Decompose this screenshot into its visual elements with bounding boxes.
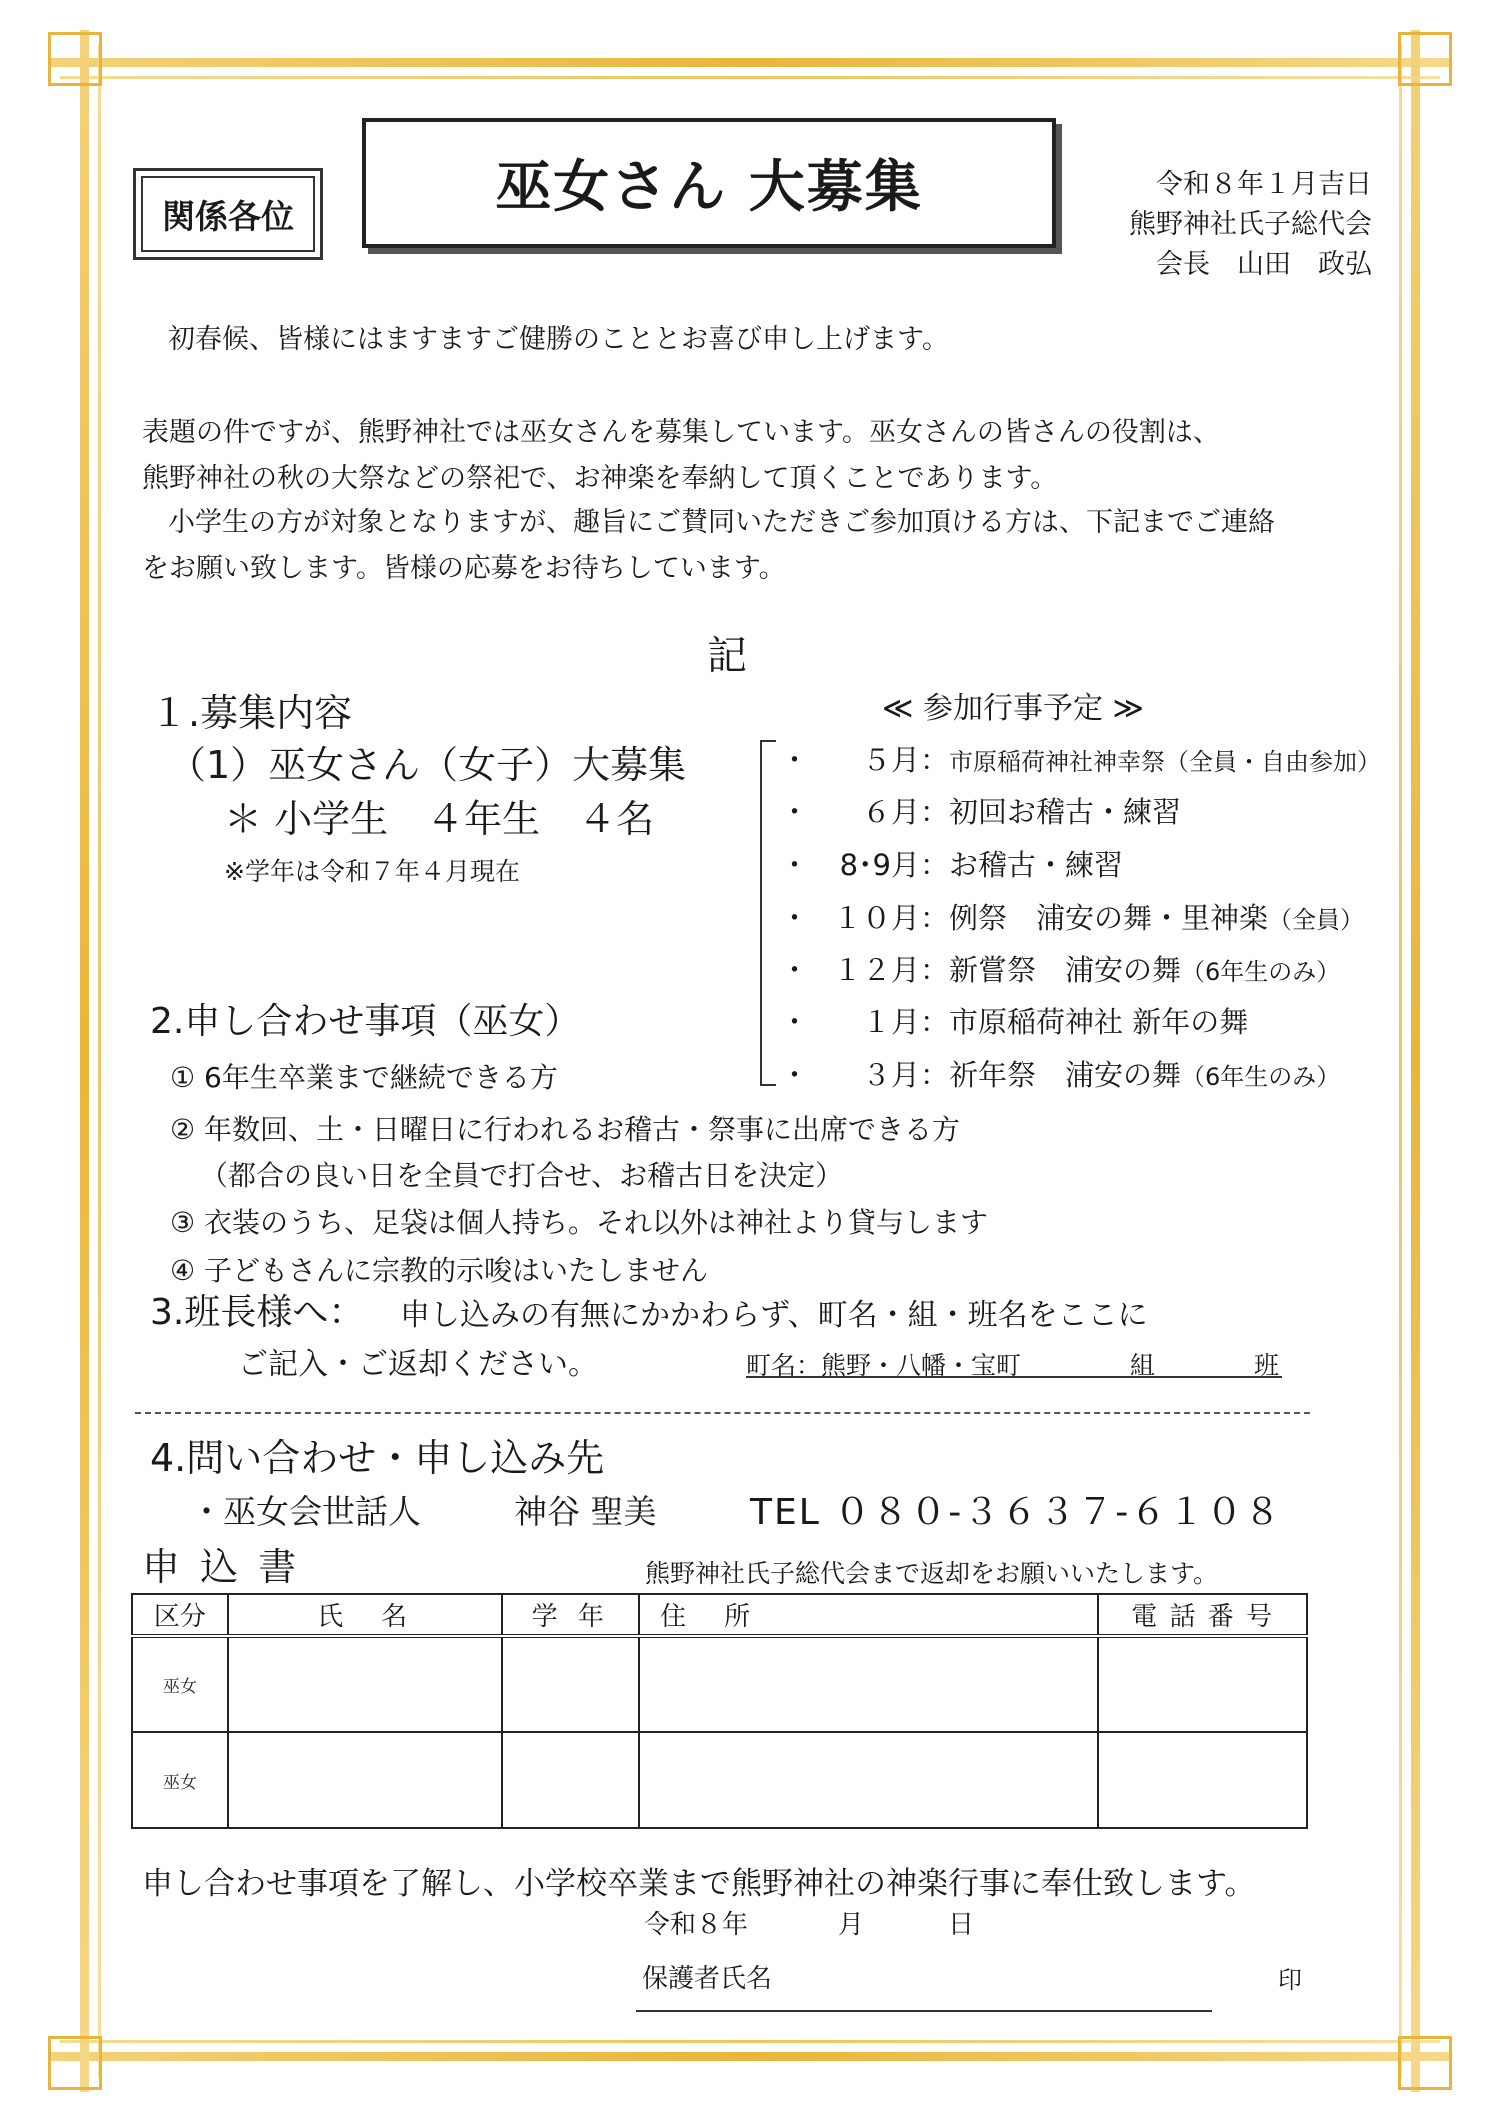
section2-item-4: ④ 子どもさんに宗教的示唆はいたしません xyxy=(170,1254,709,1287)
table-row xyxy=(132,1636,1307,1732)
schedule-item: ・ １月：市原稲荷神社 新年の舞 xyxy=(780,1005,1249,1039)
col-phone: 電 話 番 号 xyxy=(1098,1594,1307,1636)
cut-line xyxy=(135,1412,1310,1414)
form-header-row xyxy=(132,1594,1307,1636)
contact-tel: TEL ０８０-３６３７-６１０８ xyxy=(750,1492,1283,1533)
date-era: 令和８年 xyxy=(644,1910,749,1940)
section4-heading: 4.問い合わせ・申し込み先 xyxy=(150,1436,605,1480)
contact-role: ・巫女会世話人 xyxy=(190,1492,421,1531)
frame-inner-right xyxy=(1399,44,1402,2078)
pledge-text: 申し合わせ事項を了解し、小学校卒業まで熊野神社の神楽行事に奉仕致します。 xyxy=(142,1866,1256,1902)
name-cell[interactable] xyxy=(228,1636,503,1732)
body-line-2: 熊野神社の秋の大祭などの祭祀で、お神楽を奉納して頂くことであります。 xyxy=(142,463,1058,494)
name-cell[interactable] xyxy=(228,1732,503,1828)
frame-right-border xyxy=(1411,30,1420,2092)
grade-cell[interactable] xyxy=(502,1732,639,1828)
form-title: 申 込 書 xyxy=(142,1545,301,1589)
frame-left-border xyxy=(80,30,89,2092)
section2-heading: 2.申し合わせ事項（巫女） xyxy=(150,1001,581,1042)
section3-text2: ご記入・ご返却ください。 xyxy=(238,1347,598,1382)
frame-inner-bottom xyxy=(60,2040,1440,2043)
body-line-1: 表題の件ですが、熊野神社では巫女さんを募集しています。巫女さんの皆さんの役割は、 xyxy=(142,417,1220,448)
col-category: 区分 xyxy=(132,1594,228,1636)
frame-corner-tr xyxy=(1398,32,1452,86)
phone-cell[interactable] xyxy=(1098,1732,1307,1828)
issuer-block xyxy=(1129,165,1372,285)
section1-note: ※学年は令和７年４月現在 xyxy=(224,857,520,886)
grade-cell[interactable] xyxy=(502,1636,639,1732)
schedule-item: ・ 8･9月：お稽古・練習 xyxy=(780,848,1124,882)
schedule-item: ・ ３月：祈年祭 浦安の舞（6年生のみ） xyxy=(780,1058,1341,1092)
ki-label: 記 xyxy=(707,633,747,679)
frame-bottom-border xyxy=(48,2052,1452,2061)
form-return-note: 熊野神社氏子総代会まで返却をお願いいたします。 xyxy=(645,1559,1219,1588)
schedule-item: ・ １０月：例祭 浦安の舞・里神楽（全員） xyxy=(780,901,1365,935)
schedule-item: ・ １２月：新嘗祭 浦安の舞（6年生のみ） xyxy=(780,953,1341,987)
greeting-text: 初春候、皆様にはますますご健勝のこととお喜び申し上げます。 xyxy=(168,324,949,355)
body-line-3: 小学生の方が対象となりますが、趣旨にご賛同いただきご参加頂ける方は、下記までご連絡 xyxy=(168,507,1275,538)
col-grade: 学 年 xyxy=(502,1594,639,1636)
section3-heading: 3.班長様へ： xyxy=(150,1292,365,1333)
schedule-item: ・ ６月：初回お稽古・練習 xyxy=(780,795,1182,829)
page-title: 巫女さん 大募集 xyxy=(362,118,1056,248)
table-row xyxy=(132,1732,1307,1828)
guardian-label: 保護者氏名 xyxy=(642,1964,773,1994)
row-category: 巫女 xyxy=(132,1732,228,1828)
guardian-signature-line[interactable] xyxy=(636,2010,1212,2012)
contact-name: 神谷 聖美 xyxy=(514,1492,657,1531)
group-label: 組 xyxy=(1130,1351,1156,1380)
frame-inner-left xyxy=(98,44,101,2078)
row-category: 巫女 xyxy=(132,1636,228,1732)
han-label: 班 xyxy=(1254,1351,1280,1380)
frame-corner-bl xyxy=(48,2036,102,2090)
phone-cell[interactable] xyxy=(1098,1636,1307,1732)
body-line-4: をお願い致します。皆様の応募をお待ちしています。 xyxy=(142,553,786,584)
issuer-org: 熊野神社氏子総代会 xyxy=(1129,209,1372,240)
section1-target: ＊ 小学生 ４年生 ４名 xyxy=(224,797,655,841)
schedule-bracket xyxy=(760,740,776,1086)
date-month: 月 xyxy=(838,1910,865,1940)
address-cell[interactable] xyxy=(639,1636,1098,1732)
seal-mark: 印 xyxy=(1278,1966,1302,1994)
frame-top-border xyxy=(48,58,1452,67)
schedule-title: ≪ 参加行事予定 ≫ xyxy=(882,691,1144,726)
col-address: 住 所 xyxy=(639,1594,1098,1636)
date-day: 日 xyxy=(948,1910,975,1940)
town-fill-line xyxy=(746,1346,1282,1378)
section2-item-2: ② 年数回、土・日曜日に行われるお稽古・祭事に出席できる方 xyxy=(170,1113,961,1146)
col-name: 氏 名 xyxy=(228,1594,503,1636)
section2-item-1: ① 6年生卒業まで継続できる方 xyxy=(170,1061,558,1094)
addressee-box: 関係各位 xyxy=(133,168,323,260)
issue-date: 令和８年１月吉日 xyxy=(1156,169,1372,200)
section3-text: 申し込みの有無にかかわらず、町名・組・班名をここに xyxy=(400,1298,1148,1333)
section2-item-2-note: （都合の良い日を全員で打合せ、お稽古日を決定） xyxy=(200,1159,844,1192)
issuer-president: 会長 山田 政弘 xyxy=(1156,249,1372,280)
address-cell[interactable] xyxy=(639,1732,1098,1828)
schedule-item: ・ ５月：市原稲荷神社神幸祭（全員・自由参加） xyxy=(780,743,1382,777)
frame-corner-tl xyxy=(48,32,102,86)
section1-item: （1）巫女さん（女子）大募集 xyxy=(168,743,687,787)
application-form-table xyxy=(131,1593,1308,1829)
section2-item-3: ③ 衣装のうち、足袋は個人持ち。それ以外は神社より貸与します xyxy=(170,1206,989,1239)
frame-corner-br xyxy=(1398,2036,1452,2090)
frame-inner-top xyxy=(60,76,1440,79)
section1-heading: １.募集内容 xyxy=(150,691,353,735)
town-label: 町名：熊野・八幡・宝町 xyxy=(746,1351,1022,1380)
